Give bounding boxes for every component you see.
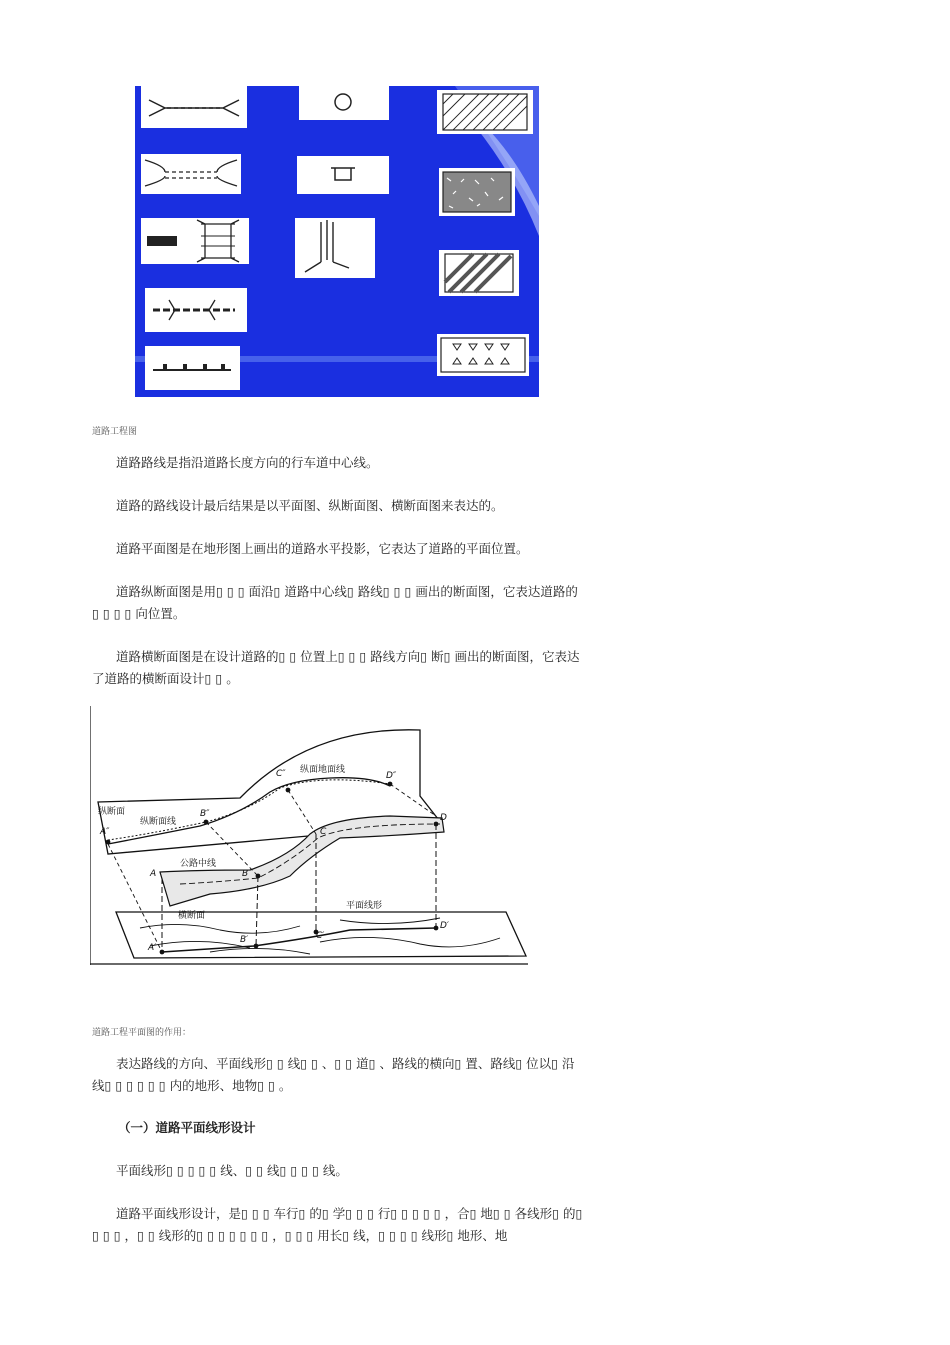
label-gonglu-zhongxian: 公路中线	[180, 859, 217, 869]
road-projection-diagram	[90, 706, 528, 965]
paragraph: 表达路线的方向、平面线形▯ ▯ 线▯ ▯ 、▯ ▯ 道▯ 、路线的横向▯ 置、路线▯ 位以▯ 沿线▯ ▯ ▯ ▯ ▯ ▯ 内的地形、地物▯ ▯ 。	[92, 1056, 575, 1093]
label-d2: D″	[386, 771, 397, 781]
label-hengduanmian: 横断面	[178, 911, 206, 921]
label-zongmiandimianxian: 纵面地面线	[300, 765, 346, 775]
label-b1: B′	[240, 935, 249, 945]
label-pingmian-xianxing: 平面线形	[346, 901, 383, 911]
paragraph: 道路平面线形设计，是▯ ▯ ▯ 车行▯ 的▯ 学▯ ▯ ▯ 行▯ ▯ ▯ ▯ ▯ ，合▯ 地▯ ▯ 各线形▯ 的▯ ▯ ▯ ▯ ，▯ ▯ 线形的▯ ▯ ▯ ▯ ▯ ▯ ▯ ，▯ ▯ ▯ 用长▯ 线，▯ ▯ ▯ ▯ 线形▯ 地形、地	[92, 1206, 583, 1243]
paragraph: 道路横断面图是在设计道路的▯ ▯ 位置上▯ ▯ ▯ 路线方向▯ 断▯ 画出的断面图，它表达了道路的横断面设计▯ ▯ 。	[92, 649, 580, 686]
label-a1: A′	[148, 943, 157, 953]
paragraph: 道路平面图是在地形图上画出的道路水平投影，它表达了道路的平面位置。	[116, 541, 529, 556]
road-symbols-figure	[135, 86, 539, 397]
label-a2: A″	[100, 827, 110, 837]
label-d1: D′	[440, 921, 449, 931]
label-c2: C″	[276, 769, 286, 779]
label-a: A	[150, 869, 157, 879]
figure-caption: 道路工程图	[92, 427, 138, 437]
label-c1: C′	[316, 931, 325, 941]
label-zongduanmian: 纵断面	[98, 807, 126, 817]
paragraph: 道路的路线设计最后结果是以平面图、纵断面图、横断面图来表达的。	[116, 498, 504, 513]
symbol-panel	[141, 86, 247, 128]
label-d: D	[440, 813, 447, 823]
paragraph: 道路纵断面图是用▯ ▯ ▯ 面沿▯ 道路中心线▯ 路线▯ ▯ ▯ 画出的断面图，它表达道路的▯ ▯ ▯ ▯ 向位置。	[92, 584, 578, 621]
label-b2: B″	[200, 809, 210, 819]
paragraph: 道路路线是指沿道路长度方向的行车道中心线。	[116, 455, 379, 470]
label-b: B	[242, 869, 249, 879]
figure-caption: 道路工程平面图的作用：	[92, 1028, 192, 1038]
label-c: C	[320, 827, 327, 837]
section-heading: （一）道路平面线形设计	[118, 1120, 256, 1135]
paragraph: 平面线形▯ ▯ ▯ ▯ ▯ 线、▯ ▯ 线▯ ▯ ▯ ▯ 线。	[116, 1163, 348, 1178]
label-zongduanmianxian: 纵断面线	[140, 817, 177, 827]
